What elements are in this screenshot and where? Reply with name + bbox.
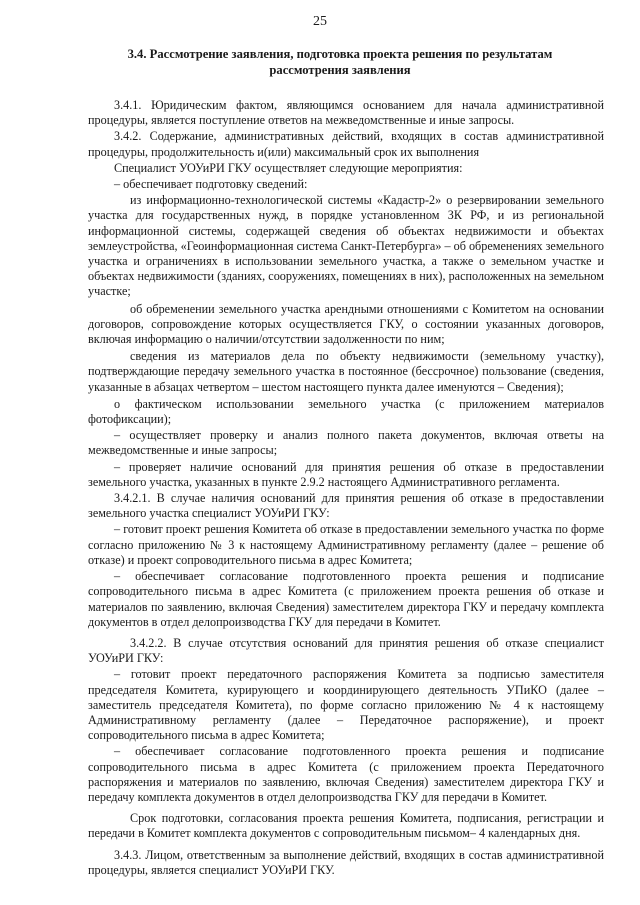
list-item-checks-documents: – осуществляет проверку и анализ полного пакета документов, включая ответы на межведомственные и иные запросы; <box>88 428 604 458</box>
page-number: 25 <box>313 14 327 29</box>
list-item-provides-info: – обеспечивает подготовку сведений: <box>114 177 308 192</box>
paragraph-3-4-2: 3.4.2. Содержание, административных действий, входящих в состав административной процедуры, продолжительность и(или) максимальный срок их выполнения <box>88 129 604 159</box>
paragraph-case-materials: сведения из материалов дела по объекту недвижимости (земельному участку), подтверждающие передачу земельного участка в постоянное (бессрочное) пользование (сведения, указанные в абзацах четвертом – шестом настоящего пункта далее именуются – Сведения); <box>88 349 604 394</box>
paragraph-3-4-3: 3.4.3. Лицом, ответственным за выполнение действий, входящих в состав административной процедуры, является специалист УОУиРИ ГКУ. <box>88 847 604 877</box>
list-item-prepares-refusal: – готовит проект решения Комитета об отказе в предоставлении земельного участка по форме согласно приложению № 3 к настоящему Административному регламенту (далее – решение об отказе) и проект сопроводительного письма в адрес Комитета; <box>88 522 604 567</box>
document-body <box>88 98 604 879</box>
paragraph-actual-use: о фактическом использовании земельного участка (с приложением материалов фотофиксации); <box>88 396 604 427</box>
paragraph-3-4-2-2: 3.4.2.2. В случае отсутствия оснований для принятия решения об отказе специалист УОУиРИ ГКУ: <box>88 635 604 666</box>
paragraph-3-4-2-1: 3.4.2.1. В случае наличия оснований для принятия решения об отказе в предоставлении земельного участка специалист УОУиРИ ГКУ: <box>88 491 604 521</box>
list-item-prepares-transfer-order: – готовит проект передаточного распоряжения Комитета за подписью заместителя председателя Комитета, курирующего и координирующего деятельность УПиКО (далее – заместитель председателя Комитета), по форме согласно приложению № 4 к настоящему Административному регламенту (далее – Передаточное распоряжение), и проект сопроводительного письма в адрес Комитета; <box>88 667 604 743</box>
paragraph-kadastr: из информационно-технологической системы «Кадастр-2» о резервировании земельного участка для государственных нужд, в порядке установленном ЗК РФ, и из региональной информационной системы, содержащей сведения об объектах недвижимости и объектах землеустройства, «Геоинформационная система Санкт-Петербурга» – об обременениях земельного участка и ограничениях в использовании земельного участка, а также о земельном участке и объектах недвижимости (зданиях, сооружениях, помещениях в них), расположенных на земельном участке; <box>88 193 604 299</box>
section-title-line-1: 3.4. Рассмотрение заявления, подготовка проекта решения по результатам <box>127 47 553 61</box>
paragraph-specialist-activities: Специалист УОУиРИ ГКУ осуществляет следующие мероприятия: <box>114 160 463 175</box>
list-item-approval-transfer: – обеспечивает согласование подготовленного проекта решения и подписание сопроводительного письма в адрес Комитета (с приложением проекта Передаточного распоряжения и материалов по заявлению, включая Сведения) заместителем директора ГКУ и передачу комплекта документов в отдел делопроизводства ГКУ для передачи в Комитет. <box>88 744 604 804</box>
paragraph-3-4-1: 3.4.1. Юридическим фактом, являющимся основанием для начала административной процедуры, является поступление ответов на межведомственные и иные запросы. <box>88 98 604 128</box>
list-item-checks-grounds: – проверяет наличие оснований для принятия решения об отказе в предоставлении земельного участка, указанных в пункте 2.9.2 настоящего Административного регламента. <box>88 459 604 489</box>
list-item-approval-refusal: – обеспечивает согласование подготовленного проекта решения и подписание сопроводительного письма в адрес Комитета (с приложением проекта решения об отказе и материалов по заявлению, включая Сведения) заместителем директора ГКУ и передачу комплекта документов в отдел делопроизводства ГКУ для передачи в Комитет. <box>88 569 604 629</box>
paragraph-encumbrance: об обременении земельного участка арендными отношениями с Комитетом на основании договоров, сопровождение которых осуществляется ГКУ, о состоянии указанных договоров, включая информацию о наличии/отсутствии задолженности по ним; <box>88 301 604 347</box>
section-title-line-2: рассмотрения заявления <box>269 63 411 77</box>
section-title <box>90 46 590 78</box>
paragraph-deadline: Срок подготовки, согласования проекта решения Комитета, подписания, регистрации и передачи в Комитет комплекта документов с сопроводительным письмом– 4 календарных дня. <box>88 811 604 841</box>
